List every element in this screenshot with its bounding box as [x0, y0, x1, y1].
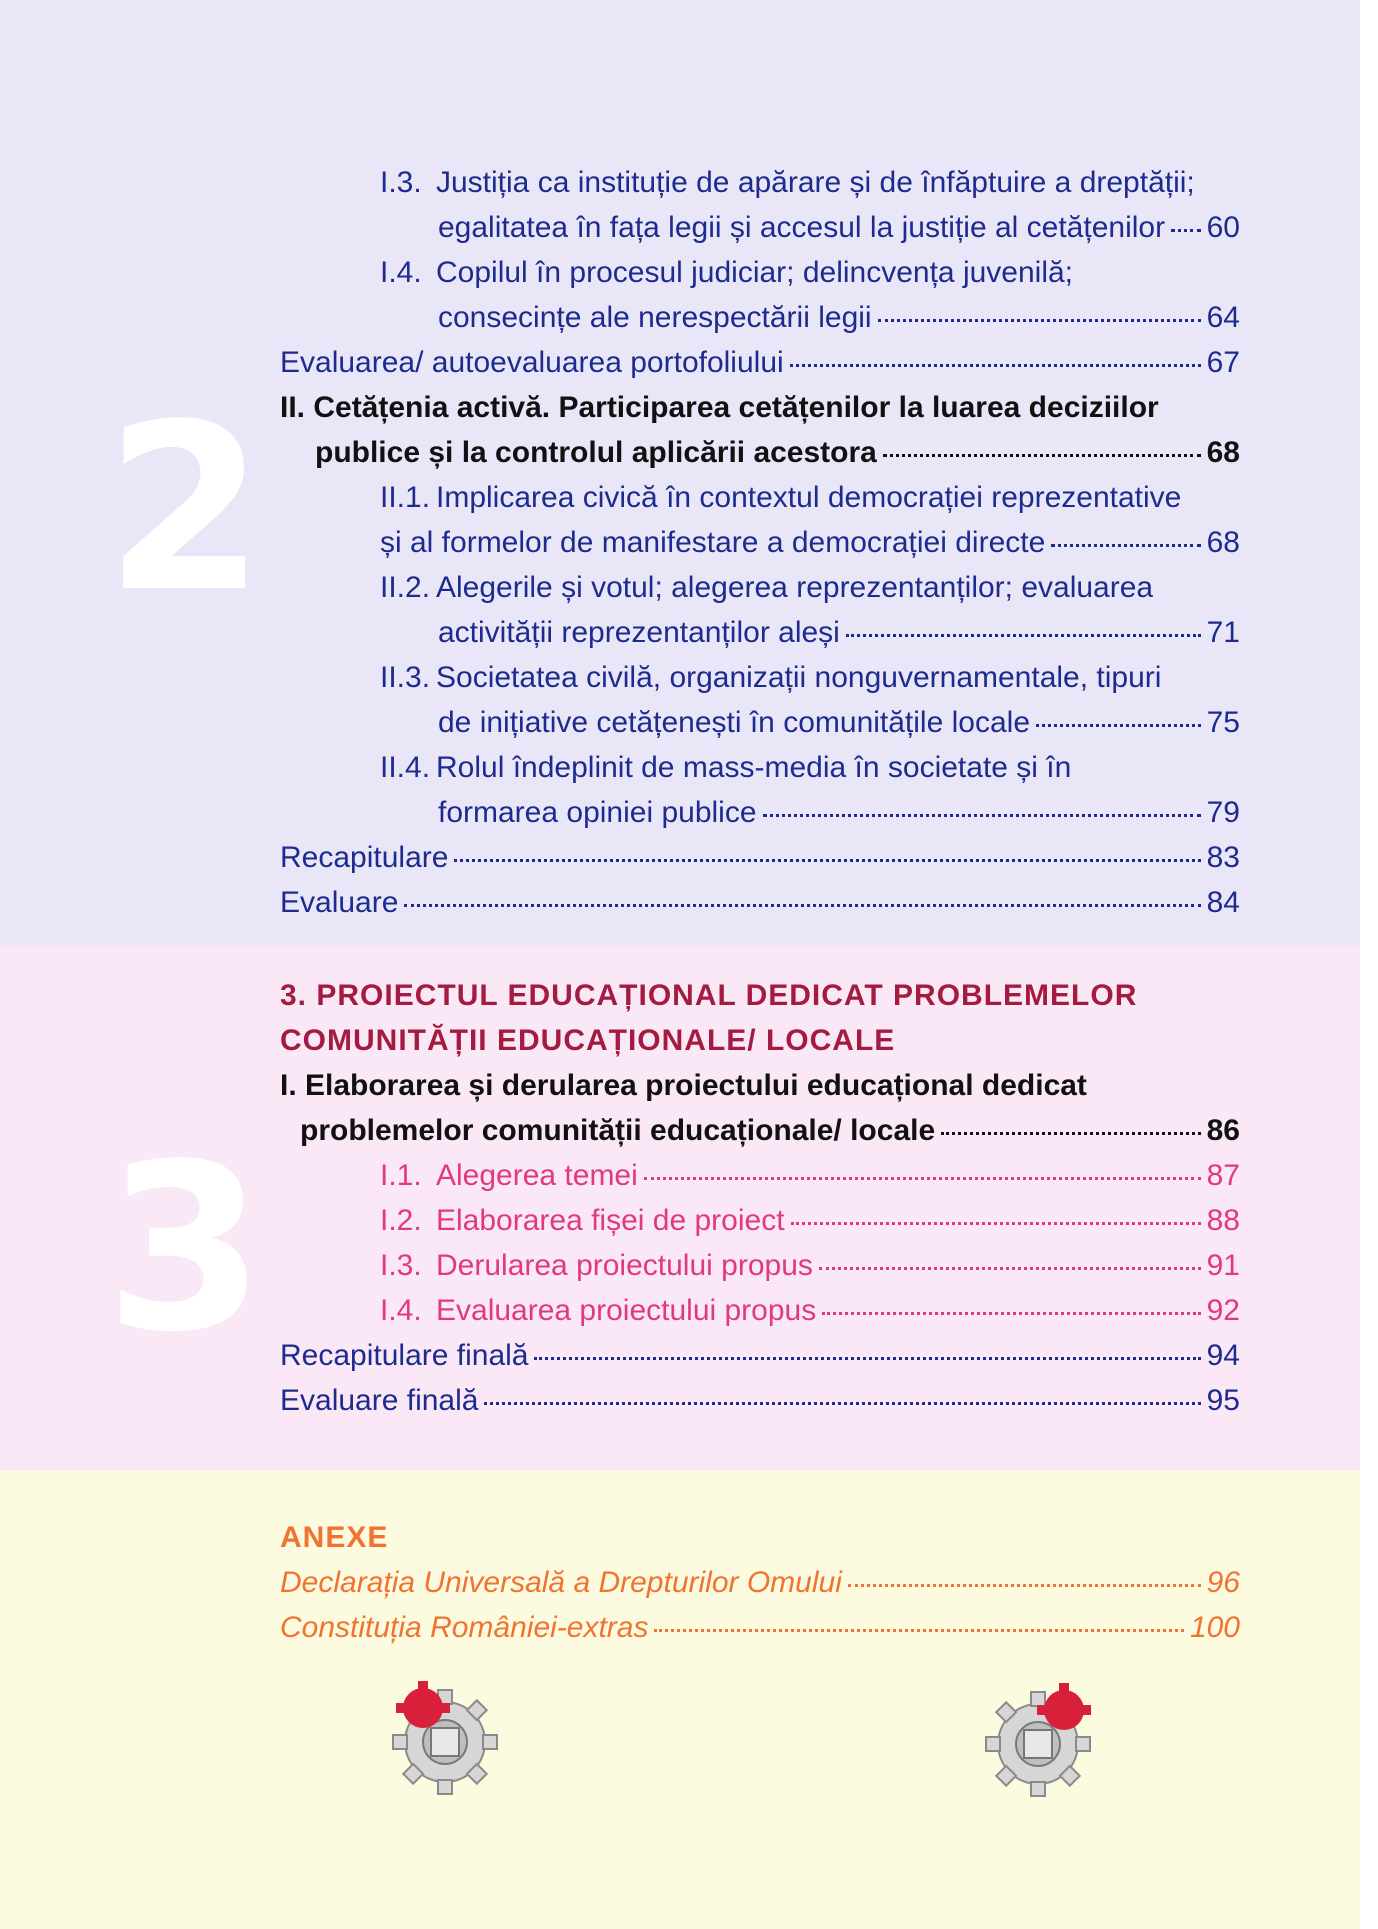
page-number: 68 [1206, 436, 1240, 469]
chapter-title: II. Cetățenia activă. Participarea cetățenilor la luarea deciziilor [280, 391, 1159, 424]
section-number-3: 3 [105, 1116, 266, 1383]
entry-text: Societatea civilă, organizații nonguvernamentale, tipuri [436, 661, 1162, 694]
entry-text: Evaluare finală [280, 1384, 479, 1417]
entry-text: activității reprezentanților aleși [438, 616, 840, 649]
leader-dots [654, 1629, 1183, 1632]
leader-dots [848, 1584, 1201, 1587]
leader-dots [404, 904, 1200, 907]
toc-entry-final-recap[interactable] [280, 1333, 1240, 1378]
page-number: 92 [1206, 1294, 1240, 1327]
entry-label: I.2. [380, 1204, 422, 1237]
chapter-title: I. Elaborarea și derularea proiectului educațional dedicat [280, 1069, 1087, 1102]
toc-entry-line [280, 565, 1240, 610]
toc-entry[interactable] [280, 610, 1240, 655]
entry-text: și al formelor de manifestare a democrației directe [380, 526, 1046, 559]
section-number-2: 2 [105, 376, 266, 643]
toc-entry-annex[interactable] [280, 1560, 1240, 1605]
toc-entry-evaluation[interactable] [280, 880, 1240, 925]
entry-text: Elaborarea fișei de proiect [436, 1204, 785, 1237]
leader-dots [644, 1177, 1201, 1180]
toc-entry[interactable] [280, 1288, 1240, 1333]
leader-dots [941, 1132, 1200, 1135]
toc-entry[interactable] [280, 520, 1240, 565]
entry-text: Rolul îndeplinit de mass-media în societate și în [436, 751, 1072, 784]
toc-entry[interactable] [280, 1153, 1240, 1198]
entry-text: Constituția României-extras [280, 1611, 649, 1644]
entry-text: Declarația Universală a Drepturilor Omului [280, 1566, 842, 1599]
toc-entry[interactable] [280, 295, 1240, 340]
toc-entry-final-evaluation[interactable] [280, 1378, 1240, 1423]
page-number: 60 [1206, 211, 1240, 244]
entry-text: publice și la controlul aplicării acestora [315, 436, 877, 469]
entry-label: II.1. [380, 481, 431, 514]
page-number: 86 [1206, 1114, 1240, 1147]
leader-dots [484, 1402, 1200, 1405]
leader-dots [883, 454, 1201, 457]
entry-label: II.3. [380, 661, 431, 694]
page-number: 96 [1206, 1566, 1240, 1599]
annex-heading: ANEXE [280, 1521, 389, 1554]
toc-entry-recap[interactable] [280, 835, 1240, 880]
toc-entry[interactable] [280, 1198, 1240, 1243]
page-number: 68 [1206, 526, 1240, 559]
leader-dots [791, 1222, 1201, 1225]
entry-text: Recapitulare finală [280, 1339, 529, 1372]
page-number: 88 [1206, 1204, 1240, 1237]
page-number: 91 [1206, 1249, 1240, 1282]
gear-puzzle-icon [980, 1680, 1100, 1800]
entry-label: I.3. [380, 1249, 422, 1282]
entry-text: egalitatea în fața legii și accesul la justiție al cetățenilor [438, 211, 1166, 244]
entry-text: Evaluarea proiectului propus [436, 1294, 817, 1327]
page-number: 79 [1206, 796, 1240, 829]
leader-dots [819, 1267, 1201, 1270]
entry-text: Implicarea civică în contextul democrației reprezentative [436, 481, 1182, 514]
leader-dots [1171, 229, 1201, 232]
leader-dots [454, 859, 1200, 862]
entry-text: Alegerea temei [436, 1159, 638, 1192]
entry-text: Recapitulare [280, 841, 449, 874]
toc-part-2 [280, 160, 1240, 925]
toc-entry[interactable] [280, 790, 1240, 835]
toc-entry-chapter[interactable] [280, 430, 1240, 475]
page-number: 87 [1206, 1159, 1240, 1192]
toc-entry-line [280, 745, 1240, 790]
toc-entry-line [280, 655, 1240, 700]
entry-text: Copilul în procesul judiciar; delincvența juvenilă; [436, 256, 1074, 289]
toc-entry-line [280, 160, 1240, 205]
leader-dots [763, 814, 1201, 817]
entry-label: I.1. [380, 1159, 422, 1192]
section-heading: COMUNITĂȚII EDUCAȚIONALE/ LOCALE [280, 1024, 896, 1057]
gear-puzzle-icon [385, 1680, 505, 1800]
page-number: 67 [1206, 346, 1240, 379]
leader-dots [1051, 544, 1200, 547]
toc-entry[interactable] [280, 700, 1240, 745]
page-number: 100 [1189, 1611, 1240, 1644]
entry-label: II.4. [380, 751, 431, 784]
leader-dots [534, 1357, 1200, 1360]
section-heading: 3. PROIECTUL EDUCAȚIONAL DEDICAT PROBLEMELOR [280, 979, 1138, 1012]
entry-label: II.2. [380, 571, 431, 604]
entry-label: I.4. [380, 256, 422, 289]
toc-entry-line [280, 250, 1240, 295]
leader-dots [822, 1312, 1200, 1315]
leader-dots [790, 364, 1201, 367]
entry-text: problemelor comunității educaționale/ locale [300, 1114, 936, 1147]
entry-text: consecințe ale nerespectării legii [438, 301, 872, 334]
page-number: 83 [1206, 841, 1240, 874]
toc-entry-line [280, 475, 1240, 520]
leader-dots [846, 634, 1201, 637]
entry-text: Alegerile și votul; alegerea reprezentanților; evaluarea [436, 571, 1154, 604]
toc-annexes [280, 1515, 1240, 1650]
page-number: 84 [1206, 886, 1240, 919]
entry-text: Derularea proiectului propus [436, 1249, 813, 1282]
toc-entry[interactable] [280, 1243, 1240, 1288]
entry-text: Evaluarea/ autoevaluarea portofoliului [280, 346, 784, 379]
entry-text: Evaluare [280, 886, 399, 919]
toc-entry-chapter[interactable] [280, 1108, 1240, 1153]
page-edge [1360, 0, 1378, 1929]
page-number: 95 [1206, 1384, 1240, 1417]
entry-label: I.4. [380, 1294, 422, 1327]
entry-text: Justiția ca instituție de apărare și de înfăptuire a dreptății; [436, 166, 1195, 199]
page-number: 75 [1206, 706, 1240, 739]
entry-text: de inițiative cetățenești în comunitățile locale [438, 706, 1031, 739]
leader-dots [1036, 724, 1201, 727]
page-number: 71 [1206, 616, 1240, 649]
page-number: 94 [1206, 1339, 1240, 1372]
leader-dots [878, 319, 1201, 322]
page-number: 64 [1206, 301, 1240, 334]
entry-text: formarea opiniei publice [438, 796, 757, 829]
toc-entry-annex[interactable] [280, 1605, 1240, 1650]
toc-entry[interactable] [280, 205, 1240, 250]
toc-part-3 [280, 973, 1240, 1423]
toc-entry-evaluation-portfolio[interactable] [280, 340, 1240, 385]
entry-label: I.3. [380, 166, 422, 199]
